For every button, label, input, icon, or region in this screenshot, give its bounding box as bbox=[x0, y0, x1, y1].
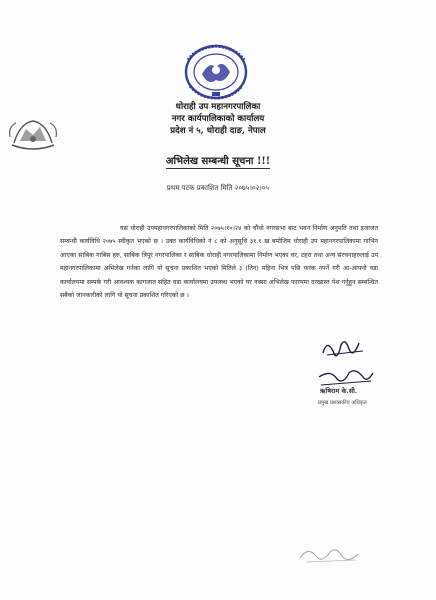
notice-paragraph: यस धोराही उपमहानगरपालिकाको मिति २०७५।१०।२४ को चौंथो नगरसभा बाट भवन निर्माण अनुमति तथा इजाजत सम्बन्धी कार्यविधि २०७५ स्वीकृत भएको छ । उक्त कार्यविधिको नं ८ को अनुसूचि ३१.१ ख बमोजिम धोराही उप महानगरपालिकामा गाभिन आएका साबिक गाबिस हरु, साबिक त्रिपुर नगरपालिका र साबिक धोराही नगरपालिकामा निर्माण भएका घर, टहरा तथा अन्य संरचनाहरुलाई उप महानगरपालिकामा अभिलेख गर्नका लागि यो सूचना प्रकाशित भएको मितिले ३ (तिन) महिना भित्र पछि फरक नपर्ने गरी आ-आफ्नो वडा कार्यालयमा सम्पर्क गरी आवश्यक कागजात सहित वडा कार्यालयमा उपलब्ध भएको घर नक्सा अभिलेख फारममा दरखास्त पेश गर्नुहुन सम्बन्धित सबैको जानकारीको लागि यो सूचना प्रकाशित गरिएको छ । bbox=[60, 225, 378, 300]
office-address: प्रदेश नं ५, धोराही दाङ, नेपाल bbox=[170, 126, 266, 136]
office-name: धोराही उप महानगरपालिका bbox=[175, 102, 261, 112]
office-subtitle: नगर कार्यपालिकाको कार्यालय bbox=[171, 114, 265, 124]
signatory-title: प्रमुख प्रशासकीय अधिकृत bbox=[318, 400, 367, 406]
signature-icon bbox=[313, 333, 379, 393]
notice-body bbox=[60, 222, 378, 302]
notice-title-text: अभिलेख सम्बन्धी सूचना !!! bbox=[165, 156, 271, 167]
notice-title bbox=[0, 153, 436, 167]
ink-mark-icon bbox=[296, 542, 366, 568]
seal-stamp-icon bbox=[176, 40, 256, 104]
publication-date: प्रथम पटक प्रकाशित मिति २०७५।०२।०५ bbox=[166, 184, 270, 192]
signatory-name: ऋषिराम के.सी. bbox=[320, 387, 358, 395]
